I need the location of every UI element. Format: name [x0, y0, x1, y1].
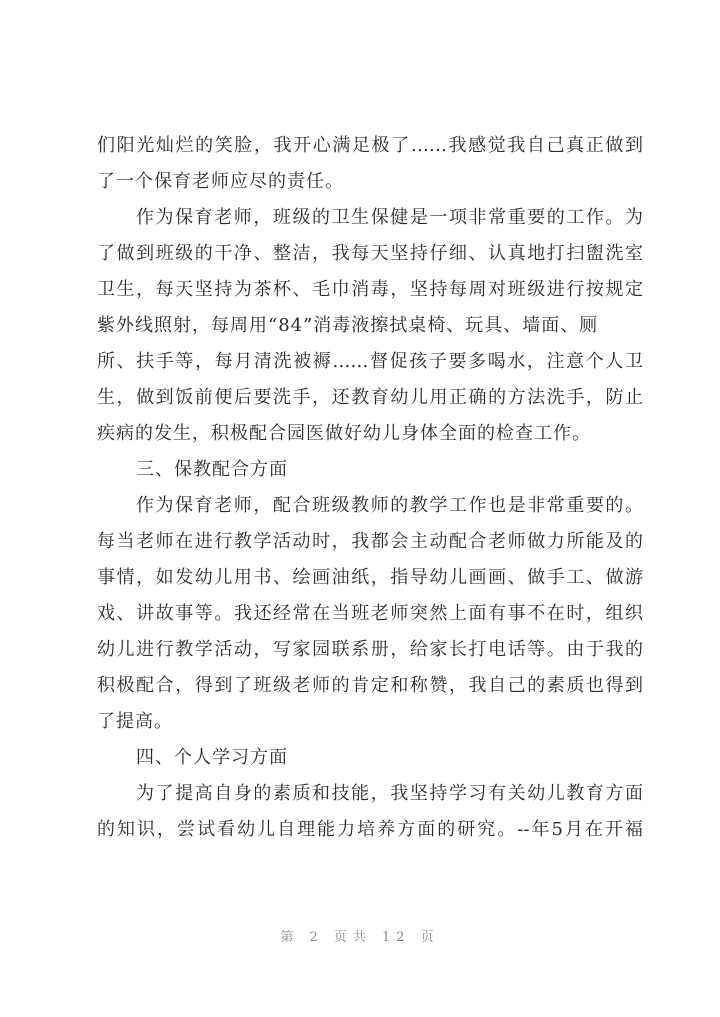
text-line: 生，做到饭前便后要洗手，还教育幼儿用正确的方法洗手，防止	[97, 387, 643, 408]
text-line: 们阳光灿烂的笑脸，我开心满足极了……我感觉我自己真正做到	[97, 135, 643, 156]
text-line: 戏、讲故事等。我还经常在当班老师突然上面有事不在时，组织	[97, 603, 643, 624]
page-footer: 第 2 页共 12 页	[280, 930, 440, 945]
text-line: 所、扶手等，每月清洗被褥……督促孩子要多喝水，注意个人卫	[97, 351, 643, 372]
text-line: 为了提高自身的素质和技能，我坚持学习有关幼儿教育方面	[136, 783, 643, 804]
text-line: 了提高。	[97, 711, 173, 732]
text-line: 作为保育老师，班级的卫生保健是一项非常重要的工作。为	[136, 207, 643, 228]
text-line: 卫生，每天坚持为茶杯、毛巾消毒，坚持每周对班级进行按规定	[97, 279, 643, 300]
text-line: 紫外线照射，每周用“84”消毒液擦拭桌椅、玩具、墙面、厕	[97, 315, 599, 336]
text-line: 三、保教配合方面	[136, 459, 288, 480]
text-line: 作为保育老师，配合班级教师的教学工作也是非常重要的。	[136, 495, 643, 516]
text-line: 每当老师在进行教学活动时，我都会主动配合老师做力所能及的	[97, 531, 643, 552]
text-line: 幼儿进行教学活动，写家园联系册，给家长打电话等。由于我的	[97, 639, 643, 660]
text-line: 事情，如发幼儿用书、绘画油纸，指导幼儿画画、做手工、做游	[97, 567, 643, 588]
text-line: 四、个人学习方面	[136, 747, 288, 768]
text-line: 的知识，尝试看幼儿自理能力培养方面的研究。--年5月在开福	[97, 819, 643, 840]
text-line: 了做到班级的干净、整洁，我每天坚持仔细、认真地打扫盥洗室	[97, 243, 643, 264]
text-line: 了一个保育老师应尽的责任。	[97, 171, 344, 192]
text-line: 疾病的发生，积极配合园医做好幼儿身体全面的检查工作。	[97, 423, 591, 444]
text-line: 积极配合，得到了班级老师的肯定和称赞，我自己的素质也得到	[97, 675, 643, 696]
